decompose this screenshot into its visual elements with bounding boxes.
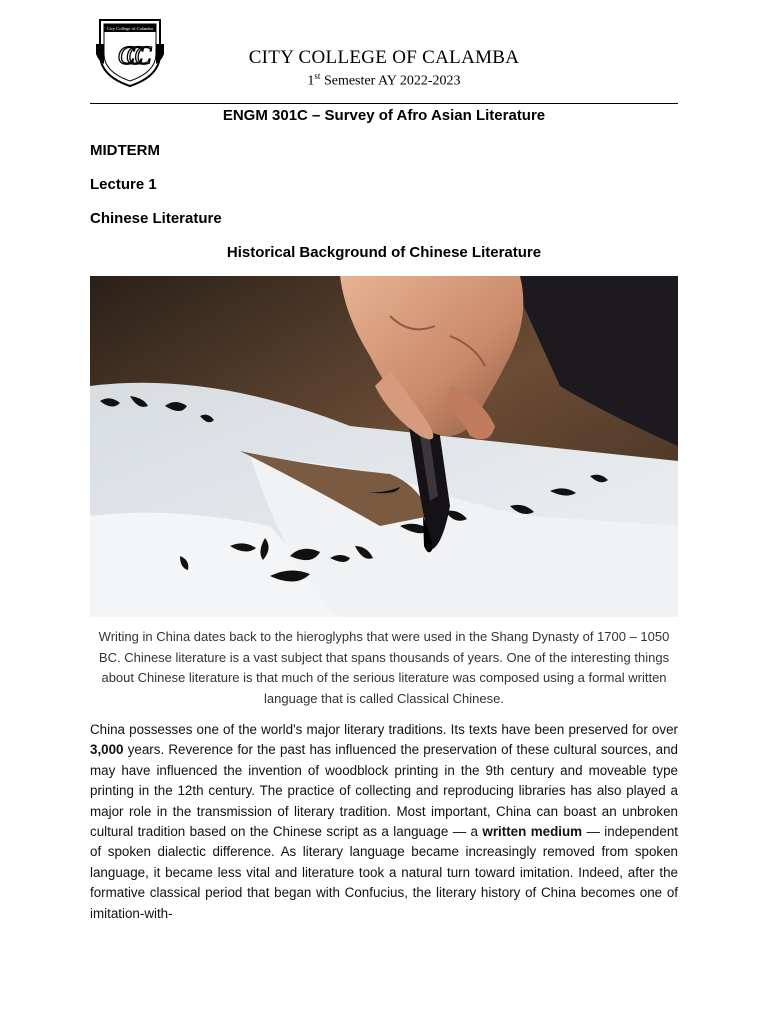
body-paragraph	[90, 720, 678, 924]
image-caption: Writing in China dates back to the hieroglyphs that were used in the Shang Dynasty of 1700 – 1050 BC. Chinese literature is a vast subject that spans thousands of years. One of the interesting things about Chinese literature is that much of the serious literature was composed using a formal written language that is called Classical Chinese.	[98, 629, 670, 706]
semester-text: Semester AY 2022-2023	[320, 73, 461, 89]
semester-suffix: st	[314, 71, 321, 81]
header-divider	[90, 103, 678, 104]
calligraphy-photo	[90, 276, 678, 617]
topic-heading: Chinese Literature	[90, 210, 222, 227]
body-text-part-1: China possesses one of the world's major literary traditions. Its texts have been preserved for over	[90, 722, 678, 737]
logo-text: City College of Calamba	[107, 26, 153, 31]
calligraphy-brush-icon	[90, 276, 678, 617]
body-text-part-3: — independent of spoken dialectic difference. As literary language became increasingly removed from spoken language, it became less vital and literature took a natural turn toward imitation. Indeed, after the formative classical period that began with Confucius, the literary history of China becomes one of imitation-with-	[90, 824, 678, 921]
section-heading: Historical Background of Chinese Literature	[226, 244, 542, 261]
body-text-part-2: years. Reverence for the past has influenced the preservation of these cultural sources, and may have influenced the invention of woodblock printing in the 9th century and moveable type printing in the 12th century. The practice of collecting and reproducing libraries has also played a major role in the transmission of literary tradition. Most important, China can boast an unbroken cultural tradition based on the Chinese script as a language — a	[90, 742, 678, 840]
course-title: ENGM 301C – Survey of Afro Asian Literature	[222, 107, 546, 124]
lecture-heading: Lecture 1	[90, 176, 157, 193]
midterm-heading: MIDTERM	[90, 142, 160, 159]
body-bold-written-medium: written medium	[482, 824, 583, 840]
semester-number: 1	[307, 73, 315, 89]
logo-monogram: CCC	[117, 41, 143, 70]
body-bold-years: 3,000	[90, 742, 124, 758]
college-name: CITY COLLEGE OF CALAMBA	[248, 47, 520, 68]
semester-line	[0, 71, 768, 90]
